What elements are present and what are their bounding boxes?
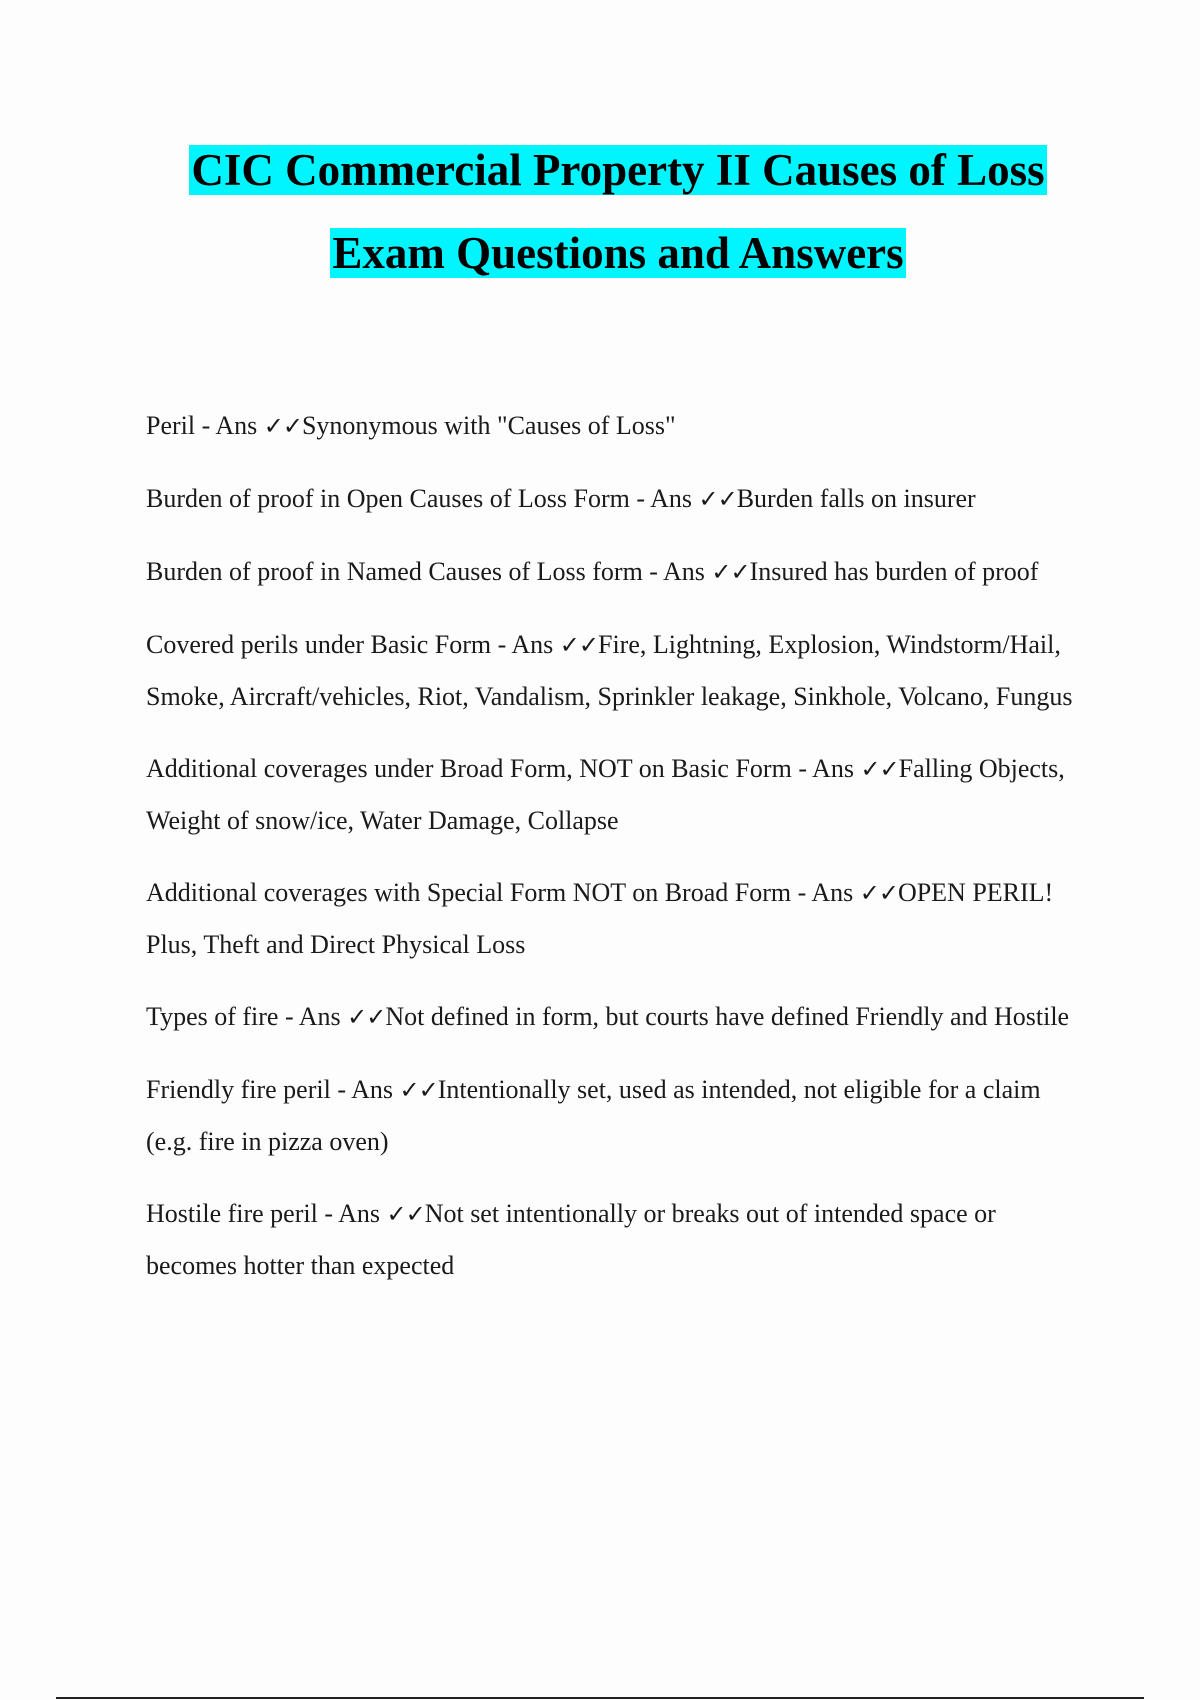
qa-item	[146, 1064, 1081, 1167]
answer-separator: - Ans	[491, 630, 560, 659]
double-check-icon: ✓✓	[399, 1076, 438, 1104]
answer-text: Falling Objects, Weight of snow/ice, Water Damage, Collapse	[146, 754, 1065, 835]
answer-separator: - Ans	[195, 411, 264, 440]
answer-text: OPEN PERIL! Plus, Theft and Direct Physical Loss	[146, 878, 1054, 959]
answer-text: Intentionally set, used as intended, not eligible for a claim (e.g. fire in pizza oven)	[146, 1075, 1041, 1156]
answer-text: Insured has burden of proof	[749, 557, 1039, 586]
answer-text: Synonymous with "Causes of Loss"	[301, 411, 676, 440]
answer-text: Fire, Lightning, Explosion, Windstorm/Hail, Smoke, Aircraft/vehicles, Riot, Vandalism, Sprinkler leakage, Sinkhole, Volcano, Fungus	[146, 630, 1073, 711]
question-text: Burden of proof in Open Causes of Loss Form	[146, 484, 630, 513]
qa-item	[146, 1188, 1081, 1291]
question-text: Hostile fire peril	[146, 1199, 318, 1228]
qa-item	[146, 546, 1081, 598]
answer-separator: - Ans	[278, 1002, 348, 1031]
double-check-icon: ✓✓	[698, 485, 737, 513]
answer-separator: - Ans	[330, 1075, 400, 1104]
answer-separator: - Ans	[791, 754, 861, 783]
question-text: Types of fire	[146, 1002, 279, 1031]
double-check-icon: ✓✓	[859, 879, 898, 907]
qa-list	[146, 400, 1081, 1312]
answer-text: Burden falls on insurer	[736, 484, 976, 513]
question-text: Burden of proof in Named Causes of Loss form	[146, 557, 643, 586]
title-highlight-2: Exam Questions and Answers	[332, 228, 904, 278]
double-check-icon: ✓✓	[263, 412, 302, 440]
question-text: Peril	[146, 411, 196, 440]
answer-separator: - Ans	[642, 557, 712, 586]
double-check-icon: ✓✓	[711, 558, 750, 586]
answer-text: Not defined in form, but courts have defined Friendly and Hostile	[385, 1002, 1070, 1031]
double-check-icon: ✓✓	[559, 631, 598, 659]
qa-item	[146, 991, 1081, 1043]
question-text: Additional coverages with Special Form NOT on Broad Form	[146, 878, 792, 907]
document-title	[0, 140, 1200, 283]
title-highlight-1: CIC Commercial Property II Causes of Loss	[191, 145, 1045, 195]
double-check-icon: ✓✓	[860, 755, 899, 783]
question-text: Additional coverages under Broad Form, NOT on Basic Form	[146, 754, 792, 783]
qa-item	[146, 400, 1081, 452]
answer-text: Not set intentionally or breaks out of intended space or becomes hotter than expected	[146, 1199, 996, 1280]
qa-item	[146, 619, 1081, 722]
title-line-1	[0, 140, 1200, 200]
answer-separator: - Ans	[791, 878, 860, 907]
answer-separator: - Ans	[317, 1199, 387, 1228]
qa-item	[146, 867, 1081, 970]
footer-divider	[56, 1697, 1144, 1699]
double-check-icon: ✓✓	[386, 1200, 425, 1228]
answer-separator: - Ans	[629, 484, 699, 513]
qa-item	[146, 743, 1081, 846]
question-text: Friendly fire peril	[146, 1075, 331, 1104]
title-line-2	[0, 223, 1200, 283]
qa-item	[146, 473, 1081, 525]
question-text: Covered perils under Basic Form	[146, 630, 492, 659]
double-check-icon: ✓✓	[347, 1003, 386, 1031]
